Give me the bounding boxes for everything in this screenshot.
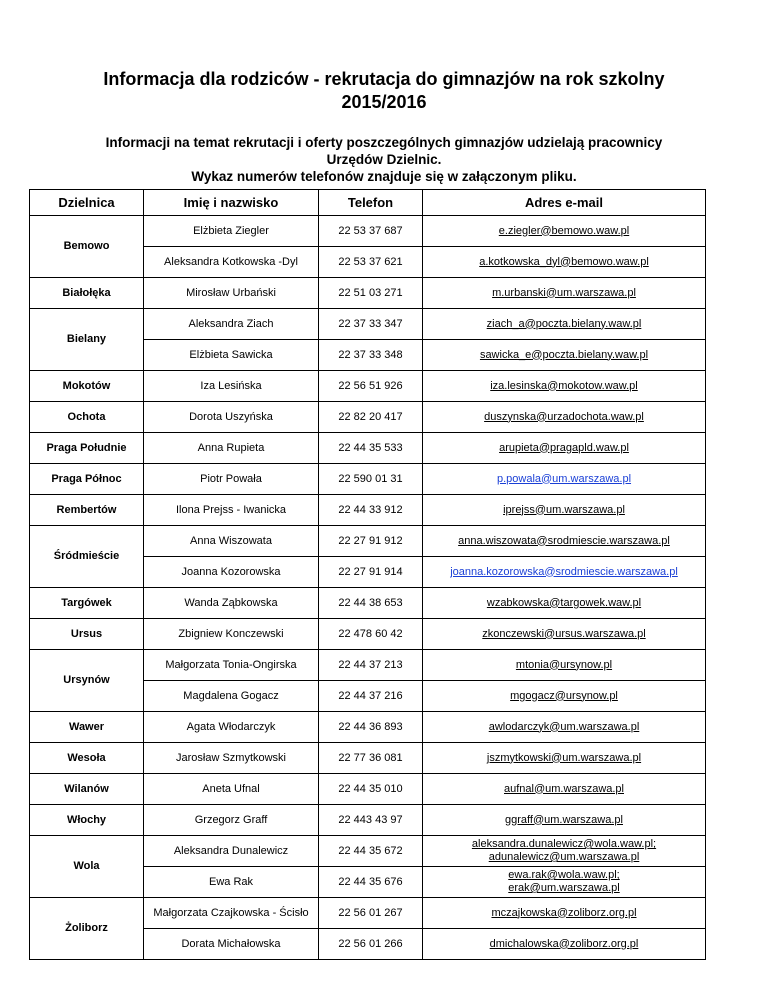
district-cell: Wola [30, 836, 144, 898]
name-cell: Iza Lesińska [144, 371, 319, 402]
district-cell: Ursus [30, 619, 144, 650]
table-row [30, 495, 706, 526]
table-row [30, 712, 706, 743]
district-cell: Mokotów [30, 371, 144, 402]
district-cell: Ochota [30, 402, 144, 433]
table-row [30, 774, 706, 805]
email-link[interactable]: a.kotkowska_dyl@bemowo.waw.pl [423, 247, 706, 278]
district-cell: Rembertów [30, 495, 144, 526]
name-cell: Małgorzata Tonia-Ongirska [144, 650, 319, 681]
email-link[interactable]: mtonia@ursynow.pl [423, 650, 706, 681]
email-link[interactable]: ggraff@um.warszawa.pl [423, 805, 706, 836]
name-cell: Aneta Ufnal [144, 774, 319, 805]
phone-cell: 22 590 01 31 [319, 464, 423, 495]
email-link[interactable]: aufnal@um.warszawa.pl [423, 774, 706, 805]
phone-cell: 22 53 37 687 [319, 216, 423, 247]
name-cell: Dorota Uszyńska [144, 402, 319, 433]
name-cell: Magdalena Gogacz [144, 681, 319, 712]
contacts-table [29, 189, 706, 960]
table-row [30, 743, 706, 774]
header-email: Adres e-mail [423, 190, 706, 216]
email-link[interactable]: mgogacz@ursynow.pl [423, 681, 706, 712]
table-row [30, 836, 706, 867]
email-link[interactable]: sawicka_e@poczta.bielany.waw.pl [423, 340, 706, 371]
title-line-1: Informacja dla rodziców - rekrutacja do gimnazjów na rok szkolny [103, 69, 665, 89]
phone-cell: 22 27 91 912 [319, 526, 423, 557]
table-row [30, 588, 706, 619]
phone-cell: 22 478 60 42 [319, 619, 423, 650]
phone-cell: 22 44 35 672 [319, 836, 423, 867]
email-link[interactable]: dmichalowska@zoliborz.org.pl [423, 929, 706, 960]
district-cell: Białołęka [30, 278, 144, 309]
email-link[interactable]: arupieta@pragapld.waw.pl [423, 433, 706, 464]
phone-cell: 22 44 35 676 [319, 867, 423, 898]
phone-cell: 22 44 37 216 [319, 681, 423, 712]
table-row [30, 619, 706, 650]
email-link[interactable]: ziach_a@poczta.bielany.waw.pl [423, 309, 706, 340]
phone-cell: 22 82 20 417 [319, 402, 423, 433]
name-cell: Aleksandra Kotkowska -Dyl [144, 247, 319, 278]
table-row [30, 898, 706, 929]
district-cell: Śródmieście [30, 526, 144, 588]
phone-cell: 22 443 43 97 [319, 805, 423, 836]
district-cell: Wawer [30, 712, 144, 743]
table-row [30, 309, 706, 340]
email-link[interactable]: duszynska@urzadochota.waw.pl [423, 402, 706, 433]
email-link[interactable]: p.powala@um.warszawa.pl [423, 464, 706, 495]
name-cell: Zbigniew Konczewski [144, 619, 319, 650]
name-cell: Piotr Powała [144, 464, 319, 495]
phone-cell: 22 44 33 912 [319, 495, 423, 526]
table-row [30, 433, 706, 464]
subtitle-line-3: Wykaz numerów telefonów znajduje się w załączonym pliku. [191, 169, 577, 184]
email-link[interactable]: m.urbanski@um.warszawa.pl [423, 278, 706, 309]
phone-cell: 22 56 01 267 [319, 898, 423, 929]
email-link[interactable]: ewa.rak@wola.waw.pl; erak@um.warszawa.pl [423, 867, 706, 898]
phone-cell: 22 44 35 533 [319, 433, 423, 464]
name-cell: Dorata Michałowska [144, 929, 319, 960]
district-cell: Bemowo [30, 216, 144, 278]
table-row [30, 805, 706, 836]
name-cell: Mirosław Urbański [144, 278, 319, 309]
title-line-2: 2015/2016 [341, 92, 427, 112]
subtitle-line-1: Informacji na temat rekrutacji i oferty poszczególnych gimnazjów udzielają pracownicy [105, 135, 663, 150]
name-cell: Ilona Prejss - Iwanicka [144, 495, 319, 526]
district-cell: Praga Południe [30, 433, 144, 464]
table-row [30, 526, 706, 557]
district-cell: Wesoła [30, 743, 144, 774]
subtitle-line-2: Urzędów Dzielnic. [326, 152, 442, 167]
email-link[interactable]: zkonczewski@ursus.warszawa.pl [423, 619, 706, 650]
name-cell: Ewa Rak [144, 867, 319, 898]
name-cell: Jarosław Szmytkowski [144, 743, 319, 774]
email-link[interactable]: jszmytkowski@um.warszawa.pl [423, 743, 706, 774]
name-cell: Anna Rupieta [144, 433, 319, 464]
name-cell: Joanna Kozorowska [144, 557, 319, 588]
phone-cell: 22 51 03 271 [319, 278, 423, 309]
district-cell: Bielany [30, 309, 144, 371]
name-cell: Małgorzata Czajkowska - Ścisło [144, 898, 319, 929]
name-cell: Aleksandra Ziach [144, 309, 319, 340]
email-link[interactable]: wzabkowska@targowek.waw.pl [423, 588, 706, 619]
phone-cell: 22 77 36 081 [319, 743, 423, 774]
name-cell: Agata Włodarczyk [144, 712, 319, 743]
name-cell: Aleksandra Dunalewicz [144, 836, 319, 867]
header-name: Imię i nazwisko [144, 190, 319, 216]
page-subtitle [0, 134, 768, 185]
phone-cell: 22 44 36 893 [319, 712, 423, 743]
table-row [30, 278, 706, 309]
district-cell: Praga Północ [30, 464, 144, 495]
email-link[interactable]: awlodarczyk@um.warszawa.pl [423, 712, 706, 743]
district-cell: Ursynów [30, 650, 144, 712]
email-link[interactable]: aleksandra.dunalewicz@wola.waw.pl; adunalewicz@um.warszawa.pl [423, 836, 706, 867]
name-cell: Grzegorz Graff [144, 805, 319, 836]
table-row [30, 650, 706, 681]
district-cell: Włochy [30, 805, 144, 836]
phone-cell: 22 44 35 010 [319, 774, 423, 805]
header-phone: Telefon [319, 190, 423, 216]
name-cell: Anna Wiszowata [144, 526, 319, 557]
name-cell: Elżbieta Sawicka [144, 340, 319, 371]
email-link[interactable]: joanna.kozorowska@srodmiescie.warszawa.pl [423, 557, 706, 588]
table-row [30, 464, 706, 495]
phone-cell: 22 56 51 926 [319, 371, 423, 402]
phone-cell: 22 37 33 347 [319, 309, 423, 340]
district-cell: Żoliborz [30, 898, 144, 960]
district-cell: Wilanów [30, 774, 144, 805]
email-link[interactable]: e.ziegler@bemowo.waw.pl [423, 216, 706, 247]
name-cell: Wanda Ząbkowska [144, 588, 319, 619]
table-row [30, 371, 706, 402]
table-row [30, 216, 706, 247]
phone-cell: 22 56 01 266 [319, 929, 423, 960]
page-title [0, 68, 768, 114]
email-link[interactable]: iprejss@um.warszawa.pl [423, 495, 706, 526]
email-link[interactable]: anna.wiszowata@srodmiescie.warszawa.pl [423, 526, 706, 557]
header-district: Dzielnica [30, 190, 144, 216]
district-cell: Targówek [30, 588, 144, 619]
table-header-row [30, 190, 706, 216]
phone-cell: 22 44 38 653 [319, 588, 423, 619]
table-row [30, 402, 706, 433]
email-link[interactable]: iza.lesinska@mokotow.waw.pl [423, 371, 706, 402]
phone-cell: 22 27 91 914 [319, 557, 423, 588]
phone-cell: 22 37 33 348 [319, 340, 423, 371]
phone-cell: 22 53 37 621 [319, 247, 423, 278]
email-link[interactable]: mczajkowska@zoliborz.org.pl [423, 898, 706, 929]
phone-cell: 22 44 37 213 [319, 650, 423, 681]
name-cell: Elżbieta Ziegler [144, 216, 319, 247]
